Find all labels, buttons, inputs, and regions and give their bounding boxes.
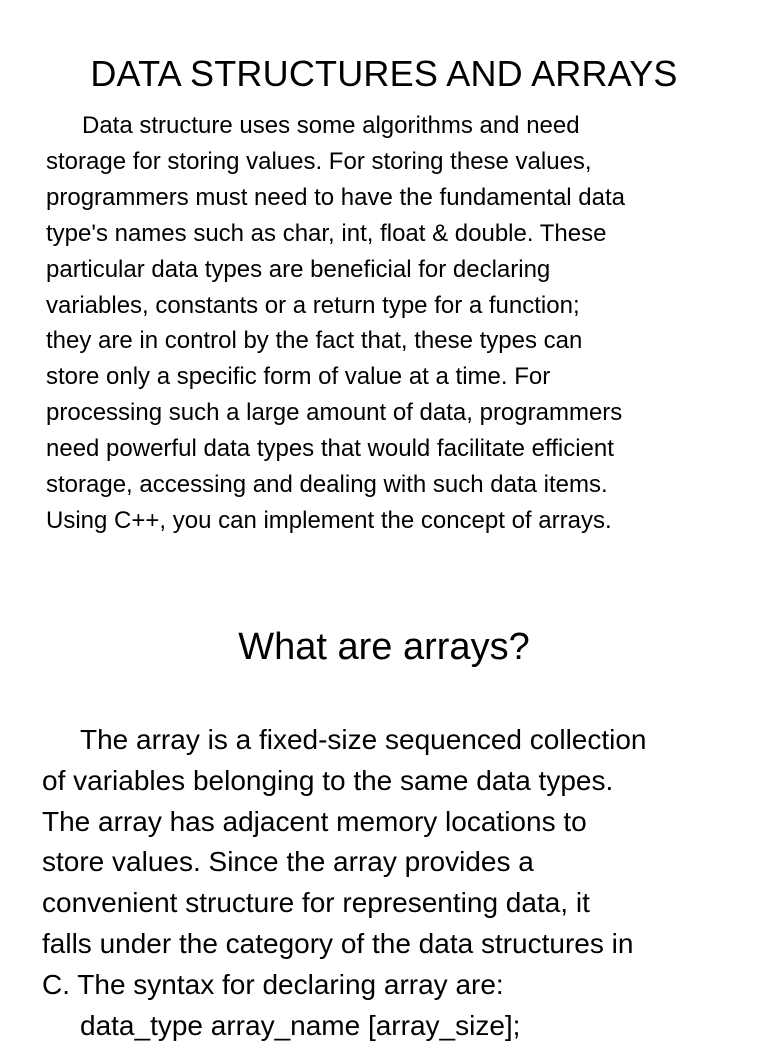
- page-title: DATA STRUCTURES AND ARRAYS: [90, 53, 678, 94]
- intro-line: storage for storing values. For storing these values,: [46, 147, 592, 175]
- section-line: The array is a fixed-size sequenced collection: [80, 724, 647, 755]
- intro-paragraph: [46, 108, 736, 539]
- intro-line: programmers must need to have the fundamental data: [46, 183, 625, 211]
- intro-line: type's names such as char, int, float & double. These: [46, 219, 607, 247]
- intro-line: they are in control by the fact that, these types can: [46, 327, 583, 355]
- intro-line: Using C++, you can implement the concept of arrays.: [46, 506, 612, 534]
- section-line: The array has adjacent memory locations to: [42, 805, 587, 837]
- section-heading: What are arrays?: [238, 626, 530, 668]
- section-paragraph: [42, 720, 742, 1006]
- intro-line: need powerful data types that would facilitate efficient: [46, 435, 614, 463]
- intro-line: storage, accessing and dealing with such data items.: [46, 471, 608, 499]
- intro-line: particular data types are beneficial for declaring: [46, 255, 551, 283]
- section-line: C. The syntax for declaring array are:: [42, 968, 504, 1000]
- intro-line: variables, constants or a return type for a function;: [46, 291, 580, 319]
- intro-line: Data structure uses some algorithms and need: [82, 112, 580, 139]
- section-line: of variables belonging to the same data types.: [42, 764, 614, 796]
- intro-line: processing such a large amount of data, programmers: [46, 399, 623, 427]
- syntax-line-partial: data_type array_name [array_size];: [80, 1010, 521, 1041]
- section-line: falls under the category of the data structures in: [42, 927, 634, 959]
- section-line: convenient structure for representing data, it: [42, 887, 590, 919]
- intro-line: store only a specific form of value at a time. For: [46, 363, 551, 391]
- section-line: store values. Since the array provides a: [42, 846, 534, 878]
